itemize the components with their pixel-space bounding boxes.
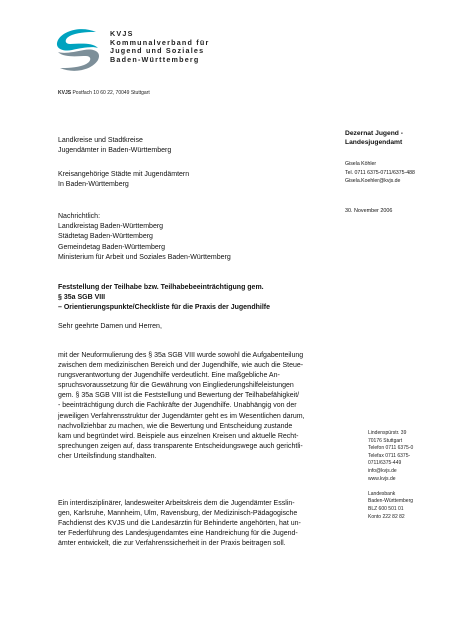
subject-line: – Orientierungspunkte/Checkliste für die Praxis der Jugendhilfe xyxy=(58,304,270,312)
sender-name: KVJS xyxy=(58,90,72,96)
body-paragraph xyxy=(58,351,338,462)
paragraph-line: Fachdienst des KVJS und die Landesärztin für Behinderte angehörten, hat un- xyxy=(58,520,301,528)
paragraph-line: cher Urteilsfindung standhalten. xyxy=(58,452,157,460)
paragraph-line: kam und begründet wird. Beispiele aus einzelnen Kreisen und aktuelle Recht- xyxy=(58,432,299,440)
contact-block xyxy=(345,160,415,186)
footer-contact xyxy=(368,430,413,521)
footer-spacer xyxy=(368,483,413,491)
addressee-line: Kreisangehörige Städte mit Jugendämtern xyxy=(58,171,190,178)
greeting: Sehr geehrte Damen und Herren, xyxy=(58,323,162,330)
org-line: Baden-Württemberg xyxy=(110,54,200,64)
paragraph-line: - beeinträchtigung durch die Fachkräfte der Jugendhilfe. Unabhängig von der xyxy=(58,402,297,410)
cc-line: Städtetag Baden-Württemberg xyxy=(58,233,153,241)
organization-name xyxy=(110,30,209,64)
department-line: Dezernat Jugend - xyxy=(345,130,403,137)
footer-street: Lindenspürstr. 39 xyxy=(368,430,407,436)
footer-bank: Landesbank xyxy=(368,490,396,497)
addressee-block xyxy=(58,170,189,190)
footer-fax: Telefax 0711 6375- xyxy=(368,452,411,459)
logo-upper-swoosh xyxy=(57,29,98,50)
paragraph-line: gem. § 35a SGB VIII ist die Feststellung und Bewertung der Teilhabefähigkeit/ xyxy=(58,392,300,400)
org-line: KVJS xyxy=(110,29,134,38)
paragraph-line: ter Federführung des Landesjugendamtes eine Handreichung für die Jugend- xyxy=(58,530,298,538)
subject xyxy=(58,283,270,313)
letter-date: 30. November 2006 xyxy=(345,208,393,214)
subject-line: Feststellung der Teilhabe bzw. Teilhabebeeinträchtigung gem. xyxy=(58,284,264,291)
logo-lower-swoosh xyxy=(58,49,99,70)
department-line: Landesjugendamt xyxy=(345,138,403,146)
footer-account: Konto 222 82 82 xyxy=(368,513,405,520)
footer-fax-number: 0711/6375-449 xyxy=(368,460,402,467)
org-line: Kommunalverband für xyxy=(110,37,210,47)
paragraph-line: gen, Karlsruhe, Mannheim, Ulm, Ravensburg, der Medizinisch-Pädagogische xyxy=(58,510,298,518)
footer-phone: Telefon 0711 6375-0 xyxy=(368,445,414,452)
paragraph-line: spruchsvoraussetzung für die Gewährung von Eingliederungshilfeleistungen xyxy=(58,382,294,390)
contact-email: Gisela.Koehler@kvjs.de xyxy=(345,178,401,185)
footer-email: info@kvjs.de xyxy=(368,467,397,474)
cc-block xyxy=(58,212,231,263)
body-paragraph xyxy=(58,499,338,549)
kvjs-logo xyxy=(52,24,104,76)
addressee-line: In Baden-Württemberg xyxy=(58,181,129,189)
org-line: Jugend und Soziales xyxy=(110,46,205,56)
cc-label: Nachrichtlich: xyxy=(58,213,101,220)
sender-line xyxy=(58,90,150,96)
paragraph-line: Ein interdisziplinärer, landesweiter Arbeitskreis dem die Jugendämter Esslin- xyxy=(58,500,295,507)
subject-line: § 35a SGB VIII xyxy=(58,294,106,302)
department xyxy=(345,130,403,147)
footer-website: www.kvjs.de xyxy=(368,475,396,482)
footer-blz: BLZ 600 501 01 xyxy=(368,505,404,512)
sender-address: Postfach 10 60 22, 70049 Stuttgart xyxy=(72,90,150,96)
paragraph-line: zwischen dem medizinischen Bereich und der Jugendhilfe, wie auch die Steue- xyxy=(58,362,304,370)
paragraph-line: nachvollziehbar zu machen, wie die Bewertung und Entscheidung zustande xyxy=(58,422,293,430)
contact-phone: Tel. 0711 6375-0711/6375-488 xyxy=(345,169,415,176)
addressee-block xyxy=(58,136,171,156)
paragraph-line: sprechungen zeigen auf, dass transparente Entscheidungswege auch gerichtli- xyxy=(58,442,303,450)
paragraph-line: ämter entwickelt, die zur Verfahrenssicherheit in der Praxis beitragen soll. xyxy=(58,540,286,548)
paragraph-line: rungsverantwortung der Jugendhilfe verdeutlicht. Eine maßgebliche An- xyxy=(58,372,280,380)
cc-line: Gemeindetag Baden-Württemberg xyxy=(58,243,165,251)
footer-bank-region: Baden-Württemberg xyxy=(368,498,414,505)
addressee-line: Landkreise und Stadtkreise xyxy=(58,137,143,144)
contact-name: Gisela Köhler xyxy=(345,161,377,167)
footer-city: 70176 Stuttgart xyxy=(368,437,403,444)
cc-line: Ministerium für Arbeit und Soziales Baden-Württemberg xyxy=(58,253,231,261)
paragraph-line: jeweiligen Verfahrensstruktur der Jugendämter geht es im Wesentlichen darum, xyxy=(58,412,305,420)
addressee-line: Jugendämter in Baden-Württemberg xyxy=(58,147,172,155)
cc-line: Landkreistag Baden-Württemberg xyxy=(58,223,164,231)
paragraph-line: mit der Neuformulierung des § 35a SGB VIII wurde sowohl die Aufgabenteilung xyxy=(58,352,304,359)
